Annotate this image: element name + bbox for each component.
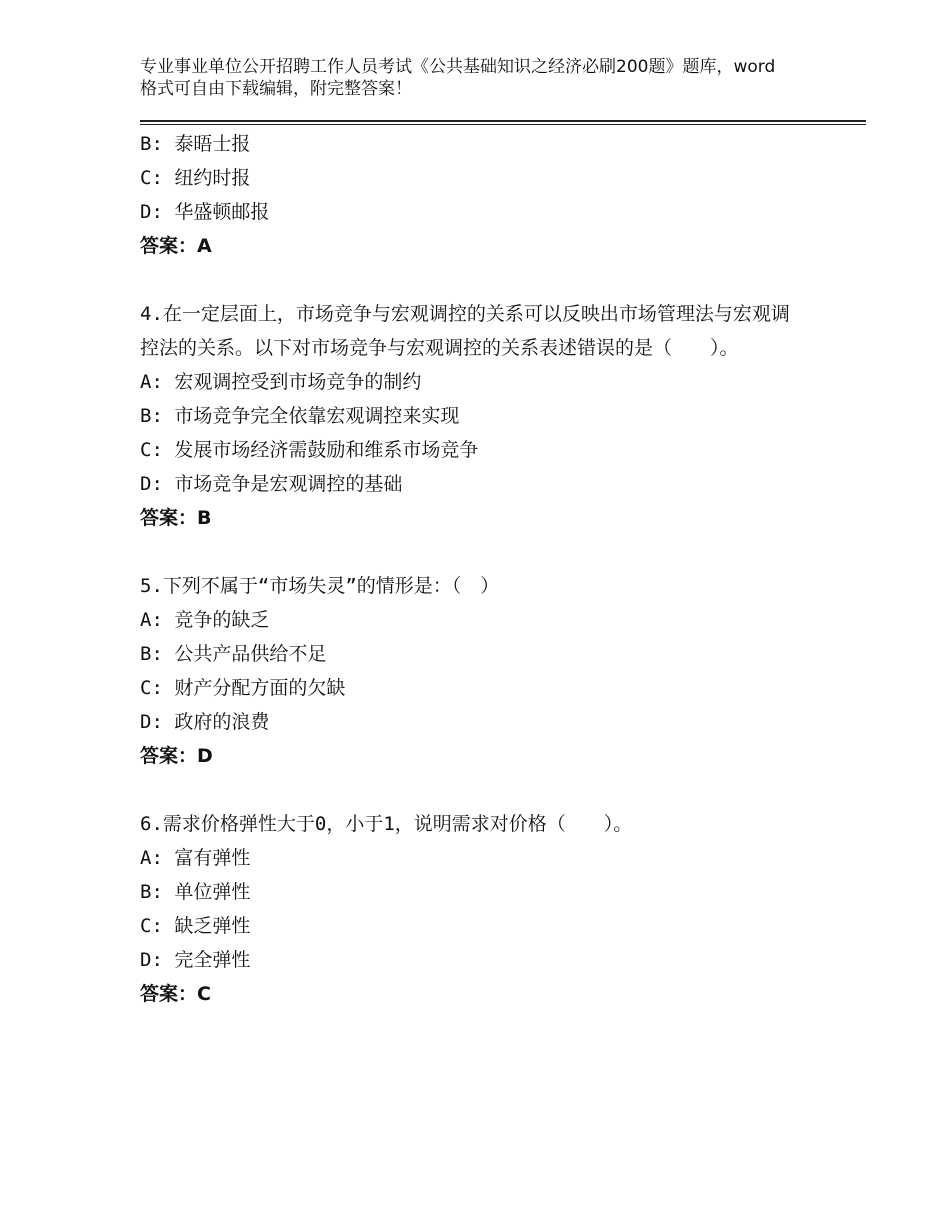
option-d: D: 市场竞争是宏观调控的基础 xyxy=(140,473,403,495)
option-d: D: 政府的浪费 xyxy=(140,711,270,733)
answer-line: 答案：C xyxy=(140,983,211,1005)
prev-question-block xyxy=(140,127,840,263)
option-d: D: 完全弹性 xyxy=(140,949,251,971)
answer-line: 答案：B xyxy=(140,507,212,529)
option-c: C: 缺乏弹性 xyxy=(140,915,251,937)
option-b: B: 市场竞争完全依靠宏观调控来实现 xyxy=(140,405,460,427)
option-b: B: 单位弹性 xyxy=(140,881,251,903)
answer-line: 答案：D xyxy=(140,745,213,767)
option-d: D: 华盛顿邮报 xyxy=(140,201,270,223)
question-text: 5.下列不属于“市场失灵”的情形是：（ ） xyxy=(140,575,500,597)
question-text: 4.在一定层面上，市场竞争与宏观调控的关系可以反映出市场管理法与宏观调控法的关系。以下对市场竞争与宏观调控的关系表述错误的是（ ）。 xyxy=(140,303,790,359)
question-text: 6.需求价格弹性大于0，小于1，说明需求对价格（ ）。 xyxy=(140,813,633,835)
question-block-4 xyxy=(140,297,840,535)
option-b: B: 泰晤士报 xyxy=(140,133,251,155)
question-block-5 xyxy=(140,569,840,773)
answer-line: 答案：A xyxy=(140,235,212,257)
option-a: A: 宏观调控受到市场竞争的制约 xyxy=(140,371,422,393)
option-a: A: 富有弹性 xyxy=(140,847,251,869)
question-block-6 xyxy=(140,807,840,1011)
option-a: A: 竞争的缺乏 xyxy=(140,609,270,631)
option-b: B: 公共产品供给不足 xyxy=(140,643,327,665)
option-c: C: 纽约时报 xyxy=(140,167,251,189)
document-body xyxy=(140,127,840,1011)
option-c: C: 发展市场经济需鼓励和维系市场竞争 xyxy=(140,439,479,461)
option-c: C: 财产分配方面的欠缺 xyxy=(140,677,346,699)
header-rule-thick xyxy=(140,120,866,122)
document-header: 专业事业单位公开招聘工作人员考试《公共基础知识之经济必刷200题》题库，word格式可自由下载编辑，附完整答案！ xyxy=(140,57,776,99)
header-rule-thin xyxy=(140,124,866,125)
